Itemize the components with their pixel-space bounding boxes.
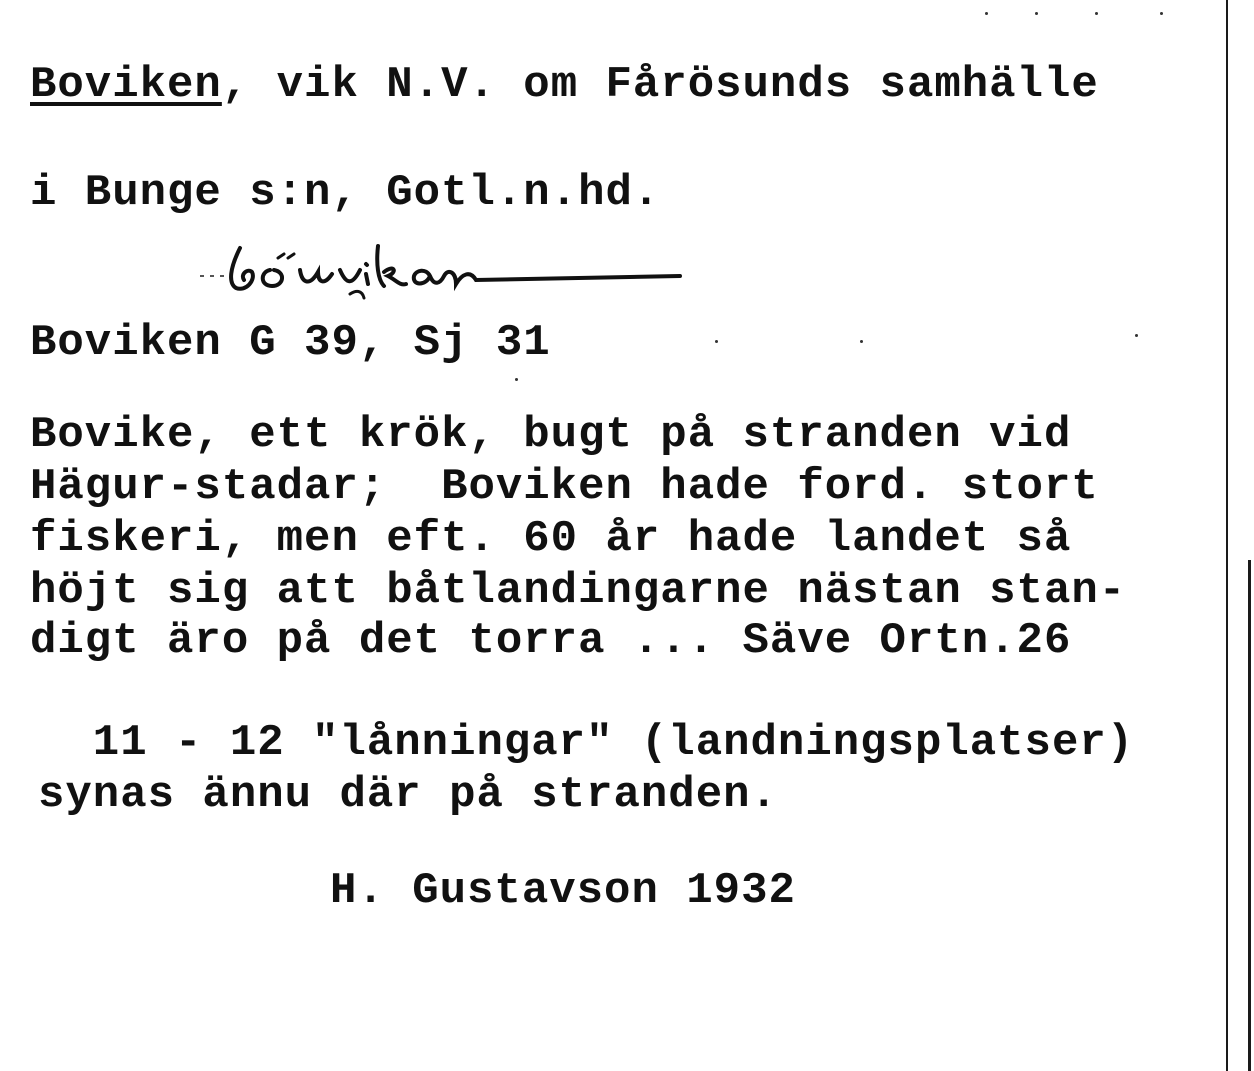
note-line-2: synas ännu där på stranden. <box>38 770 778 820</box>
quote-line-5: digt äro på det torra ... Säve Ortn.26 <box>30 616 1072 666</box>
card-edge-line <box>1226 0 1228 1071</box>
note-line-1: 11 - 12 "lånningar" (landningsplatser) <box>38 718 1135 768</box>
place-description: , vik N.V. om Fårösunds samhälle <box>221 60 1099 110</box>
source-reference-line: Boviken G 39, Sj 31 <box>30 318 551 368</box>
paper-speck <box>1035 12 1038 15</box>
quote-line-2: Hägur-stadar; Boviken hade ford. stort <box>30 462 1099 512</box>
place-name-heading: Boviken <box>30 60 222 110</box>
paper-speck <box>1160 12 1163 15</box>
handwritten-pronunciation <box>200 228 700 308</box>
paper-speck <box>985 12 988 15</box>
paper-speck <box>1135 334 1138 337</box>
heading-line <box>30 60 1099 110</box>
parish-line: i Bunge s:n, Gotl.n.hd. <box>30 168 661 218</box>
quote-line-4: höjt sig att båtlandingarne nästan stan- <box>30 566 1127 616</box>
paper-speck <box>860 340 863 343</box>
paper-speck <box>515 378 518 381</box>
paper-speck <box>1095 12 1098 15</box>
card-outer-edge-line <box>1248 560 1251 1071</box>
quote-line-3: fiskeri, men eft. 60 år hade landet så <box>30 514 1072 564</box>
signature-line: H. Gustavson 1932 <box>330 866 796 916</box>
quote-line-1: Bovike, ett krök, bugt på stranden vid <box>30 410 1072 460</box>
paper-speck <box>715 340 718 343</box>
